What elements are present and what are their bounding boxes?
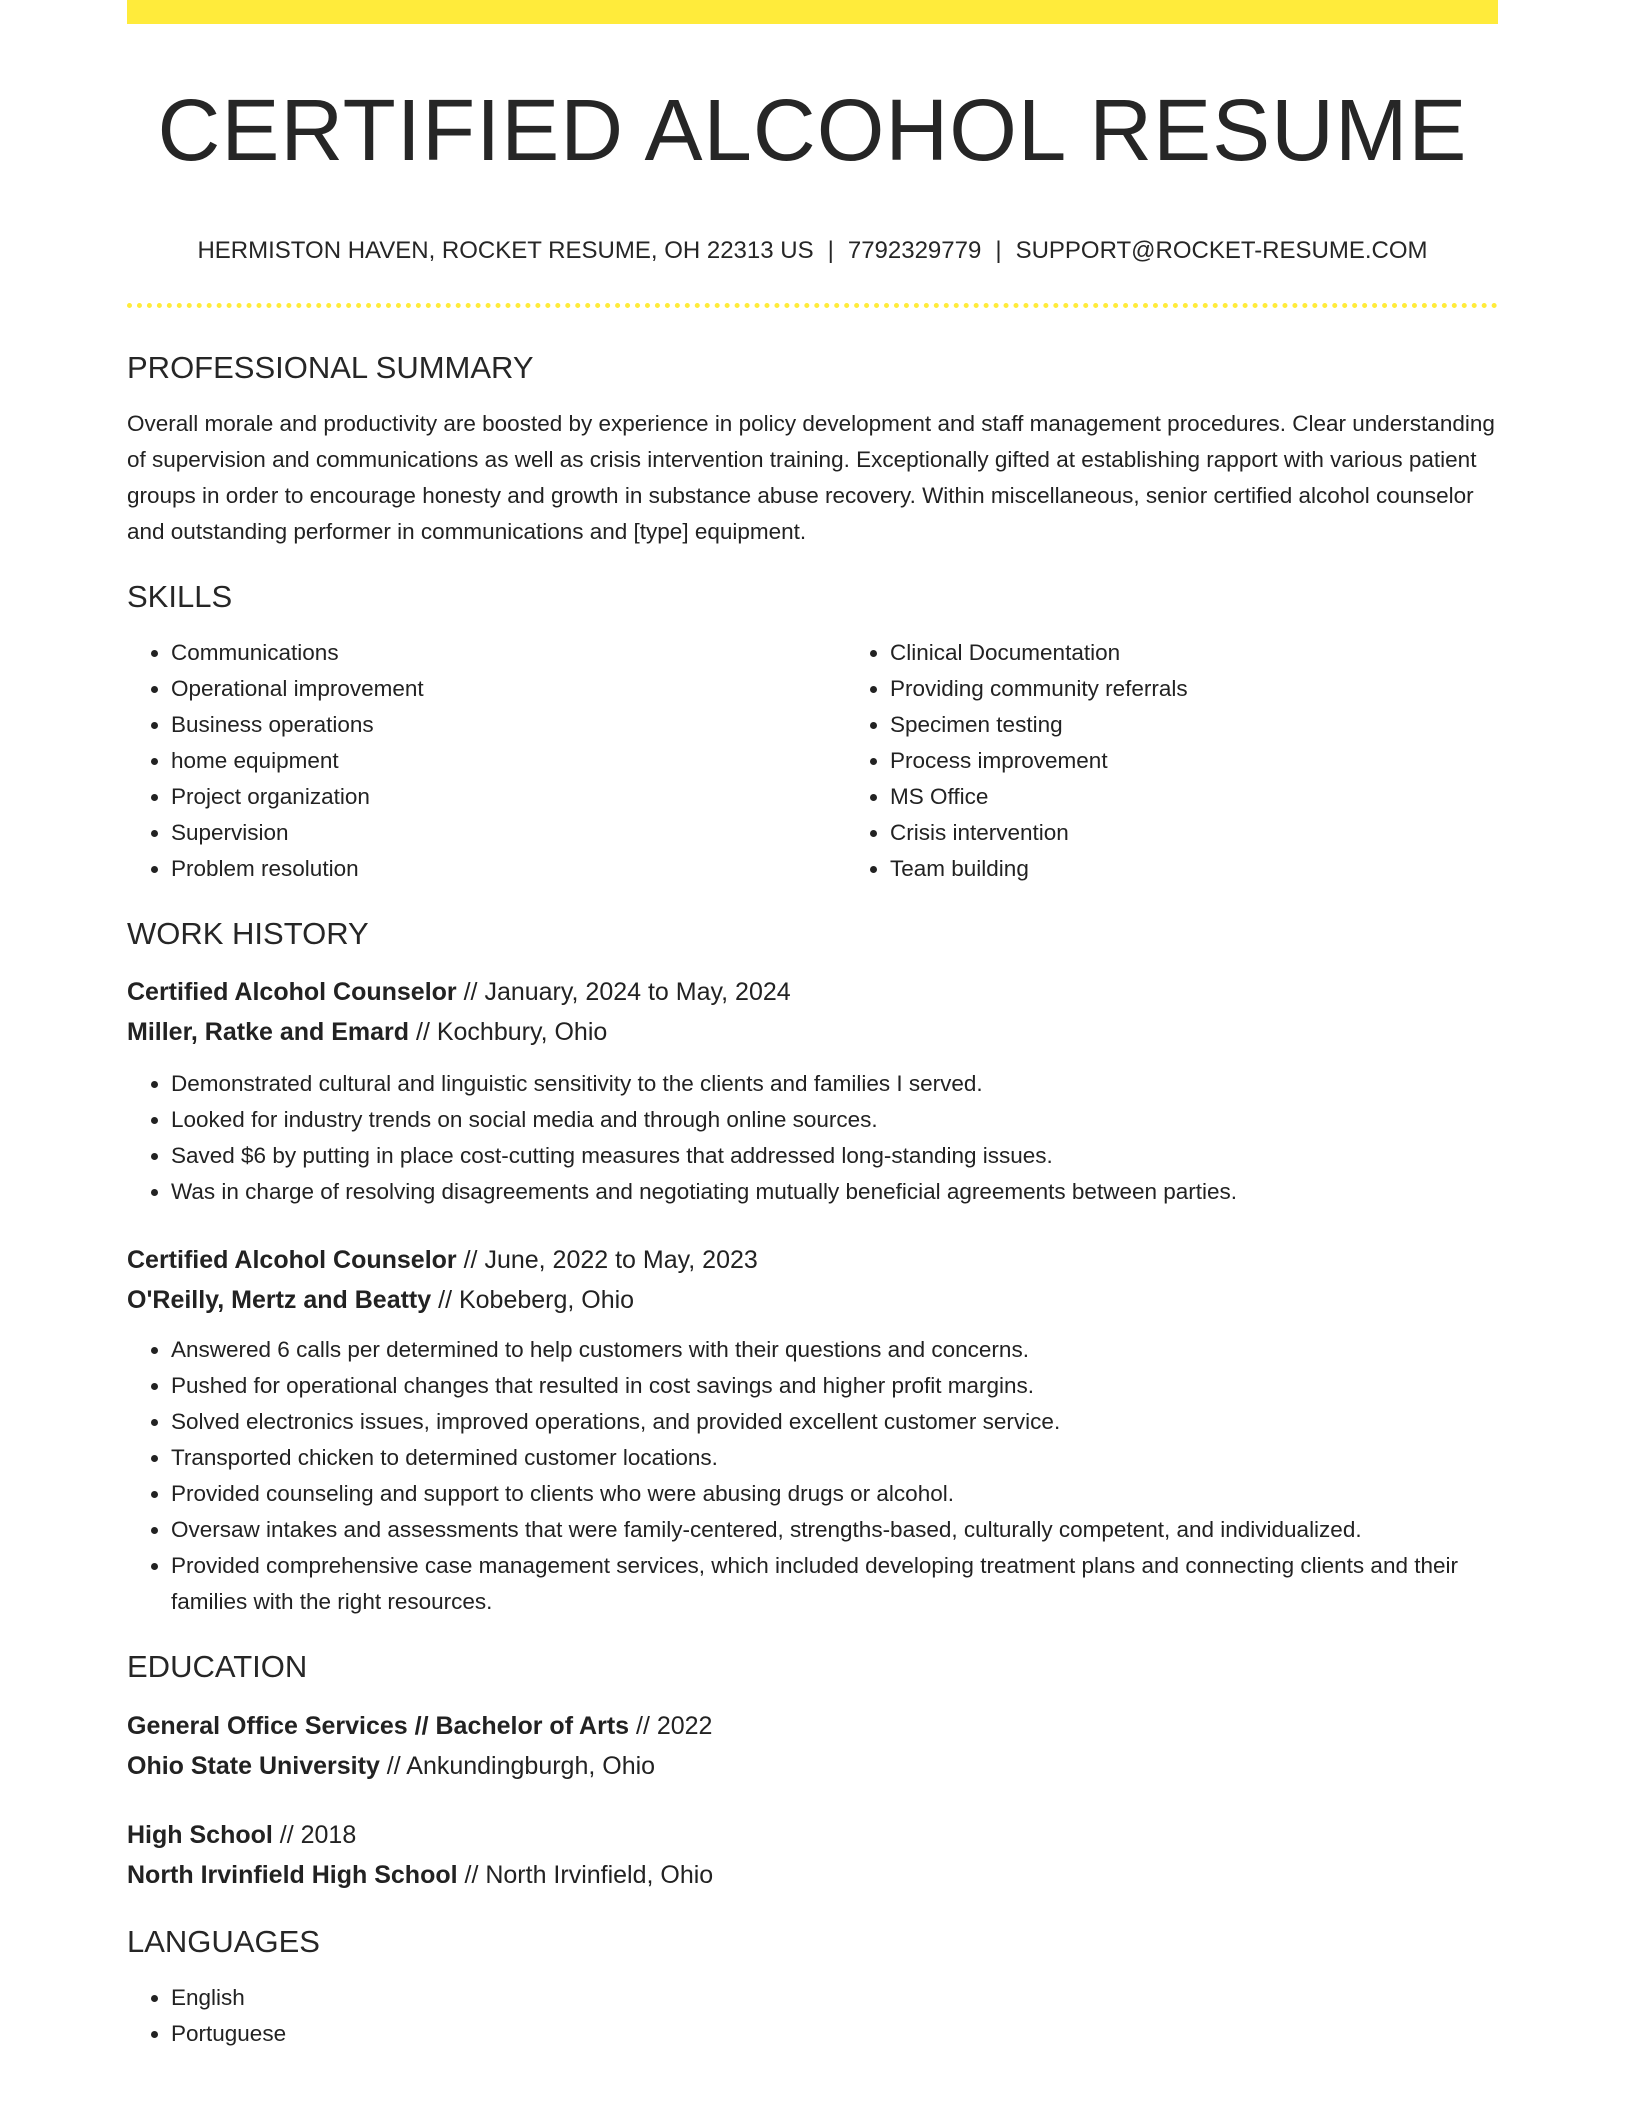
job-entry	[127, 972, 1498, 1210]
skill-item: • Providing community referrals	[890, 671, 1565, 707]
education-entry	[127, 1815, 1498, 1895]
skill-item: • Problem resolution	[171, 851, 846, 887]
contact-separator: |	[827, 237, 834, 265]
education-school: Ohio State University	[127, 1751, 380, 1780]
job-location: // Kobeberg, Ohio	[431, 1286, 635, 1315]
job-bullets	[127, 1066, 1498, 1210]
languages-heading: LANGUAGES	[127, 1923, 320, 1959]
education-year: // 2022	[629, 1711, 713, 1740]
job-company: Miller, Ratke and Emard	[127, 1018, 410, 1047]
education-school-line	[127, 1746, 1498, 1786]
job-bullet: • Demonstrated cultural and linguistic sensitivity to the clients and families I served.	[171, 1066, 1498, 1102]
job-bullet: • Pushed for operational changes that resulted in cost savings and higher profit margins.	[171, 1368, 1498, 1404]
job-bullet: • Oversaw intakes and assessments that were family-centered, strengths-based, culturally competent, and individualized.	[171, 1512, 1498, 1548]
skills-list-left	[127, 635, 846, 887]
job-bullet: • Provided counseling and support to clients who were abusing drugs or alcohol.	[171, 1476, 1498, 1512]
job-bullets	[127, 1332, 1498, 1620]
job-bullet: • Answered 6 calls per determined to help customers with their questions and concerns.	[171, 1332, 1498, 1368]
education-school: North Irvinfield High School	[127, 1860, 458, 1889]
contact-address: HERMISTON HAVEN, ROCKET RESUME, OH 22313 US	[197, 237, 814, 265]
skill-item: • Crisis intervention	[890, 815, 1565, 851]
job-role: Certified Alcohol Counselor	[127, 978, 457, 1007]
summary-heading: PROFESSIONAL SUMMARY	[127, 349, 534, 385]
job-bullet: • Solved electronics issues, improved operations, and provided excellent customer service.	[171, 1404, 1498, 1440]
job-bullet: • Looked for industry trends on social media and through online sources.	[171, 1102, 1498, 1138]
job-bullet: • Saved $6 by putting in place cost-cutting measures that addressed long-standing issues.	[171, 1138, 1498, 1174]
job-bullet: • Transported chicken to determined customer locations.	[171, 1440, 1498, 1476]
skill-item: • home equipment	[171, 743, 846, 779]
skill-item: • Project organization	[171, 779, 846, 815]
skills-columns	[127, 635, 1498, 887]
resume-page	[127, 0, 1498, 2052]
skill-item: • Team building	[890, 851, 1565, 887]
work-heading: WORK HISTORY	[127, 916, 369, 952]
education-year: // 2018	[272, 1820, 357, 1849]
job-title-line	[127, 1240, 1498, 1280]
job-dates: // June, 2022 to May, 2023	[456, 1246, 758, 1275]
top-accent-bar	[127, 0, 1498, 24]
contact-phone: 7792329779	[847, 237, 982, 265]
job-entry	[127, 1240, 1498, 1620]
contact-email: SUPPORT@ROCKET-RESUME.COM	[1015, 237, 1428, 265]
skills-heading: SKILLS	[127, 579, 233, 615]
job-bullet: • Provided comprehensive case management services, which included developing treatment plans and connecting clients and their families with the right resources.	[171, 1548, 1498, 1620]
education-degree: High School	[127, 1820, 273, 1849]
summary-text: Overall morale and productivity are boosted by experience in policy development and staff management procedures. Clear understanding of supervision and communications as well as crisis intervention training. Exceptionally gifted at establishing rapport with various patient groups in order to encourage honesty and growth in substance abuse recovery. Within miscellaneous, senior certified alcohol counselor and outstanding performer in communications and [type] equipment.	[127, 411, 1495, 545]
skill-item: • Clinical Documentation	[890, 635, 1565, 671]
job-dates: // January, 2024 to May, 2024	[456, 978, 791, 1007]
skill-item: • Supervision	[171, 815, 846, 851]
resume-title: CERTIFIED ALCOHOL RESUME	[157, 82, 1468, 179]
header-divider	[127, 303, 1498, 308]
education-location: // Ankundingburgh, Ohio	[379, 1751, 656, 1780]
skill-item: • MS Office	[890, 779, 1565, 815]
skill-item: • Operational improvement	[171, 671, 846, 707]
education-entry	[127, 1706, 1498, 1786]
job-location: // Kochbury, Ohio	[409, 1018, 608, 1047]
job-role: Certified Alcohol Counselor	[127, 1246, 457, 1275]
language-item: • Portuguese	[171, 2016, 1498, 2052]
education-school-line	[127, 1855, 1498, 1895]
skill-item: • Specimen testing	[890, 707, 1565, 743]
contact-separator: |	[995, 237, 1002, 265]
job-bullet: • Was in charge of resolving disagreements and negotiating mutually beneficial agreements between parties.	[171, 1174, 1498, 1210]
education-heading: EDUCATION	[127, 1649, 308, 1685]
skill-item: • Business operations	[171, 707, 846, 743]
job-company-line	[127, 1012, 1498, 1052]
skills-list-right	[846, 635, 1565, 887]
education-location: // North Irvinfield, Ohio	[457, 1860, 714, 1889]
language-item: • English	[171, 1980, 1498, 2016]
skill-item: • Communications	[171, 635, 846, 671]
languages-list	[127, 1980, 1498, 2052]
job-title-line	[127, 972, 1498, 1012]
job-company-line	[127, 1280, 1498, 1320]
education-degree-line	[127, 1815, 1498, 1855]
education-degree: General Office Services // Bachelor of Arts	[127, 1711, 630, 1740]
education-degree-line	[127, 1706, 1498, 1746]
skill-item: • Process improvement	[890, 743, 1565, 779]
contact-line	[127, 237, 1498, 266]
job-company: O'Reilly, Mertz and Beatty	[127, 1286, 432, 1315]
